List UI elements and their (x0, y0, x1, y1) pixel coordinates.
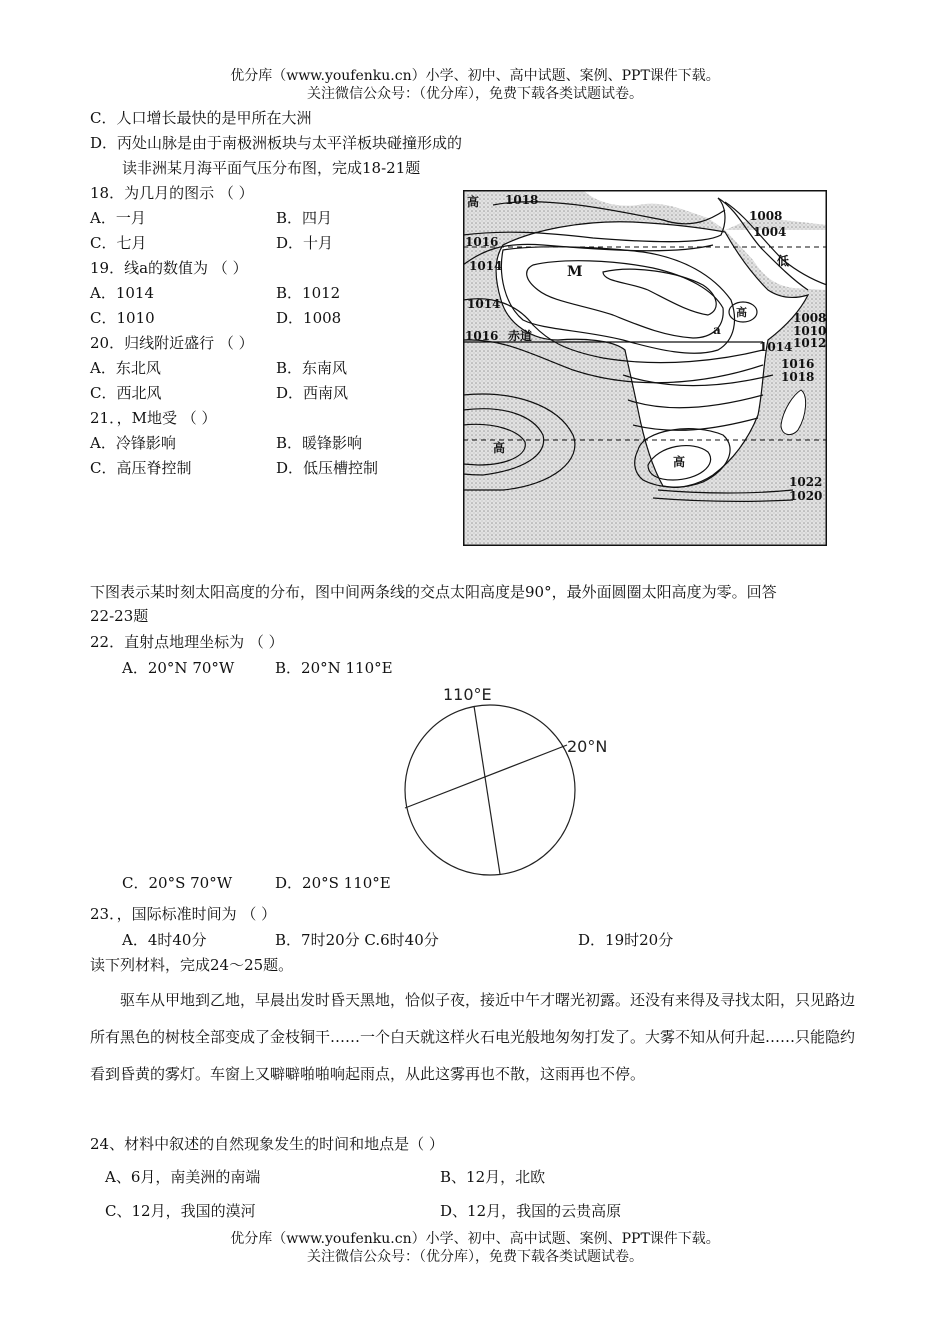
q20-option-a: A．东北风 (90, 359, 161, 377)
q20-option-d: D．西南风 (276, 384, 349, 402)
reading-passage: 驱车从甲地到乙地，早晨出发时昏天黑地，恰似子夜，接近中午才曙光初露。还没有来得及寻找太阳，只见路边所有黑色的树枝全部变成了金枝铜干……一个白天就这样火石电光般地匆匆打发了。大雾不知从何升起……只能隐约看到昏黄的雾灯。车窗上又噼噼啪啪响起雨点，从此这雾再也不散，这雨再也不停。 (90, 991, 856, 1083)
q24-option-b: B、12月，北欧 (440, 1168, 546, 1186)
q18-option-c: C．七月 (90, 234, 147, 252)
meridian-line (474, 706, 500, 874)
q18-option-b: B．四月 (276, 209, 333, 227)
intro-24-25: 读下列材料，完成24～25题。 (90, 956, 294, 974)
label-1016-left: 1016 (465, 235, 499, 249)
label-1008-right-2: 1008 (793, 311, 827, 325)
label-m: M (567, 264, 583, 280)
header-line-1: 优分库（www.youfenku.cn）小学、初中、高中试题、案例、PPT课件下载。 (230, 68, 720, 84)
label-1014-left-2: 1014 (467, 297, 501, 311)
label-gao-center: 高 (736, 306, 747, 319)
q19-stem: 19．线a的数值为 （ ） (90, 259, 248, 277)
intro-22-23-line1: 下图表示某时刻太阳高度的分布，图中间两条线的交点太阳高度是90°，最外面圆圈太阳高度为零。回答 (90, 583, 777, 601)
label-1004: 1004 (753, 225, 787, 239)
q19-option-c: C．1010 (90, 309, 155, 327)
q18-option-a: A．一月 (90, 209, 146, 227)
q21-option-c: C．高压脊控制 (90, 459, 192, 477)
label-1022: 1022 (789, 475, 823, 489)
q21-option-b: B．暖锋影响 (276, 434, 363, 452)
label-gao-topleft: 高 (467, 195, 480, 209)
q22-stem: 22．直射点地理坐标为 （ ） (90, 633, 284, 651)
label-1014-right: 1014 (759, 340, 793, 354)
q20-option-c: C．西北风 (90, 384, 162, 402)
q19-option-b: B．1012 (276, 284, 341, 302)
q22-option-a: A．20°N 70°W (122, 659, 235, 677)
intro-18-21: 读非洲某月海平面气压分布图，完成18-21题 (122, 159, 421, 177)
label-1012: 1012 (793, 336, 827, 350)
q21-option-a: A．冷锋影响 (90, 434, 176, 452)
label-di: 低 (777, 254, 790, 268)
q23-stem: 23．，国际标准时间为 （ ） (90, 905, 277, 923)
q21-stem: 21．，M地受 （ ） (90, 409, 217, 427)
q19-option-a: A．1014 (90, 284, 155, 302)
globe-circle (405, 705, 575, 875)
q18-stem: 18．为几月的图示 （ ） (90, 184, 254, 202)
footer-line-2: 关注微信公众号：（优分库），免费下载各类试题试卷。 (307, 1249, 643, 1265)
q22-option-b: B．20°N 110°E (275, 659, 393, 677)
header-line-2: 关注微信公众号：（优分库），免费下载各类试题试卷。 (307, 86, 643, 102)
label-1010: 1010 (793, 324, 827, 338)
label-1018-right: 1018 (781, 370, 815, 384)
q18-option-d: D．十月 (276, 234, 334, 252)
label-20n: 20°N (567, 737, 608, 756)
q19-option-d: D．1008 (276, 309, 342, 327)
footer-line-1: 优分库（www.youfenku.cn）小学、初中、高中试题、案例、PPT课件下载。 (230, 1231, 720, 1247)
q21-option-d: D．低压槽控制 (276, 459, 379, 477)
label-1016-right: 1016 (781, 357, 815, 371)
label-1014-left-1: 1014 (469, 259, 503, 273)
q23-option-d: D．19时20分 (578, 931, 674, 949)
label-1008-right: 1008 (749, 209, 783, 223)
parallel-line (405, 745, 567, 808)
q23-option-a: A．4时40分 (122, 931, 207, 949)
label-110e: 110°E (443, 685, 492, 704)
label-gao-south: 高 (673, 455, 686, 469)
q20-option-b: B．东南风 (276, 359, 348, 377)
q22-option-d: D．20°S 110°E (275, 874, 391, 892)
label-equator: 赤道 (508, 329, 533, 343)
label-a: a (713, 323, 721, 337)
label-1020: 1020 (789, 489, 823, 503)
prev-option-c: C．人口增长最快的是甲所在大洲 (90, 109, 312, 127)
q22-option-c: C．20°S 70°W (122, 874, 233, 892)
q20-stem: 20．归线附近盛行 （ ） (90, 334, 254, 352)
africa-pressure-map (463, 190, 827, 546)
sun-altitude-globe (395, 680, 635, 880)
q24-option-d: D、12月，我国的云贵高原 (440, 1202, 622, 1220)
label-1016-equator: 1016 (465, 329, 499, 343)
q24-stem: 24、材料中叙述的自然现象发生的时间和地点是（ ） (90, 1135, 444, 1153)
q24-option-c: C、12月，我国的漠河 (105, 1202, 256, 1220)
intro-22-23-line2: 22-23题 (90, 607, 149, 625)
prev-option-d: D．丙处山脉是由于南极洲板块与太平洋板块碰撞形成的 (90, 134, 463, 152)
q24-option-a: A、6月，南美洲的南端 (105, 1168, 261, 1186)
label-gao-left: 高 (493, 441, 506, 455)
q23-option-b-c: B．7时20分 C.6时40分 (275, 931, 439, 949)
label-1018-top: 1018 (505, 193, 539, 207)
